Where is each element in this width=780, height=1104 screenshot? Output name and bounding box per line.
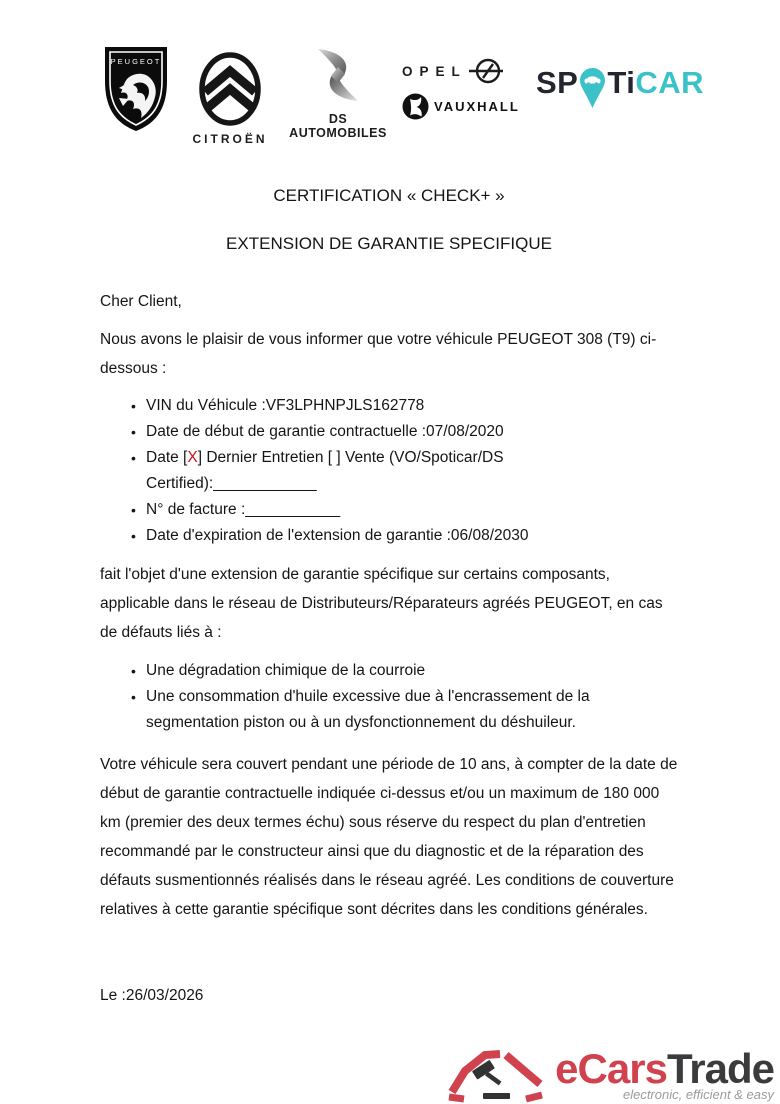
spoticar-pin-car-icon xyxy=(579,67,606,109)
extension-title: EXTENSION DE GARANTIE SPECIFIQUE xyxy=(226,234,552,253)
covered-defects-list xyxy=(100,658,678,736)
vauxhall-logo xyxy=(402,93,520,120)
coverage-paragraph: Votre véhicule sera couvert pendant une période de 10 ans, à compter de la date de début de garantie contractuelle indiquée ci-dessus et/ou un maximum de 180 000 km (premier des deux termes échu) sous réserve du respect du plan d'entretien recommandé par le constructeur ainsi que du diagnostic et de la réparation des défauts susmentionnés réalisés dans le réseau agréé. Les conditions de couverture relatives à cette garantie spécifique sont décrites dans les conditions générales. xyxy=(100,756,678,918)
ds-wordmark: DS AUTOMOBILES xyxy=(289,112,387,140)
opel-blitz-icon xyxy=(469,57,503,85)
ecarstrade-wordmark-ecars: eCars xyxy=(555,1045,667,1092)
vehicle-details-list xyxy=(100,393,678,549)
spoticar-logo xyxy=(536,67,704,109)
peugeot-shield-lion-icon xyxy=(100,45,172,133)
service-date-blank: ____________ xyxy=(213,475,317,492)
ecars-car-gavel-icon xyxy=(447,1040,547,1104)
brand-logo-row xyxy=(0,45,780,146)
defect-item-oil: • Une consommation d'huile excessive due à l'encrassement de la segmentation piston ou à un dysfonctionnement du déshuileur. xyxy=(146,684,678,736)
invoice-number-item: • N° de facture :___________ xyxy=(146,497,678,523)
peugeot-logo xyxy=(100,45,172,138)
letter-date: Le :26/03/2026 xyxy=(100,987,204,1004)
service-date-prefix: Date [ xyxy=(146,449,188,466)
citroen-chevrons-icon xyxy=(197,52,263,126)
vin-item: • VIN du Véhicule :VF3LPHNPJLS162778 xyxy=(146,393,678,419)
spoticar-wordmark-sp: SP xyxy=(536,65,579,100)
warranty-expiry-item: • Date d'expiration de l'extension de garantie :06/08/2030 xyxy=(146,523,678,549)
ds-automobiles-logo xyxy=(284,47,392,140)
vauxhall-griffin-icon xyxy=(402,93,429,120)
spoticar-wordmark-car: CAR xyxy=(635,65,705,100)
ds-emblem-icon xyxy=(306,47,370,103)
ecarstrade-wordmark-block xyxy=(555,1045,774,1104)
service-date-item xyxy=(146,445,678,497)
scope-paragraph: fait l'objet d'une extension de garantie spécifique sur certains composants, applicable dans le réseau de Distributeurs/Réparateurs agréés PEUGEOT, en cas de défauts liés à : xyxy=(100,566,663,641)
opel-vauxhall-logos xyxy=(402,57,520,120)
spoticar-wordmark-ti: Ti xyxy=(607,65,636,100)
ecarstrade-logo xyxy=(447,1040,774,1104)
vauxhall-wordmark: VAUXHALL xyxy=(434,99,520,114)
opel-wordmark: OPEL xyxy=(402,63,467,79)
service-date-text: ] Dernier Entretien [ ] Vente (VO/Spoticar/DS Certified): xyxy=(146,449,504,492)
intro-paragraph: Nous avons le plaisir de vous informer que votre véhicule PEUGEOT 308 (T9) ci-dessous : xyxy=(100,331,657,377)
peugeot-wordmark: PEUGEOT xyxy=(110,57,162,66)
salutation: Cher Client, xyxy=(100,293,182,310)
opel-logo xyxy=(402,57,520,85)
defect-item-belt: • Une dégradation chimique de la courroie xyxy=(146,658,678,684)
ecarstrade-tagline: electronic, efficient & easy xyxy=(622,1087,774,1102)
service-checkbox-x: X xyxy=(187,449,198,466)
ecarstrade-wordmark-trade: Trade xyxy=(666,1045,774,1092)
letter-body xyxy=(100,185,678,1010)
warranty-start-item: • Date de début de garantie contractuelle :07/08/2020 xyxy=(146,419,678,445)
citroen-logo xyxy=(188,52,272,146)
citroen-wordmark: CITROËN xyxy=(192,132,268,146)
certification-title: CERTIFICATION « CHECK+ » xyxy=(273,186,505,205)
